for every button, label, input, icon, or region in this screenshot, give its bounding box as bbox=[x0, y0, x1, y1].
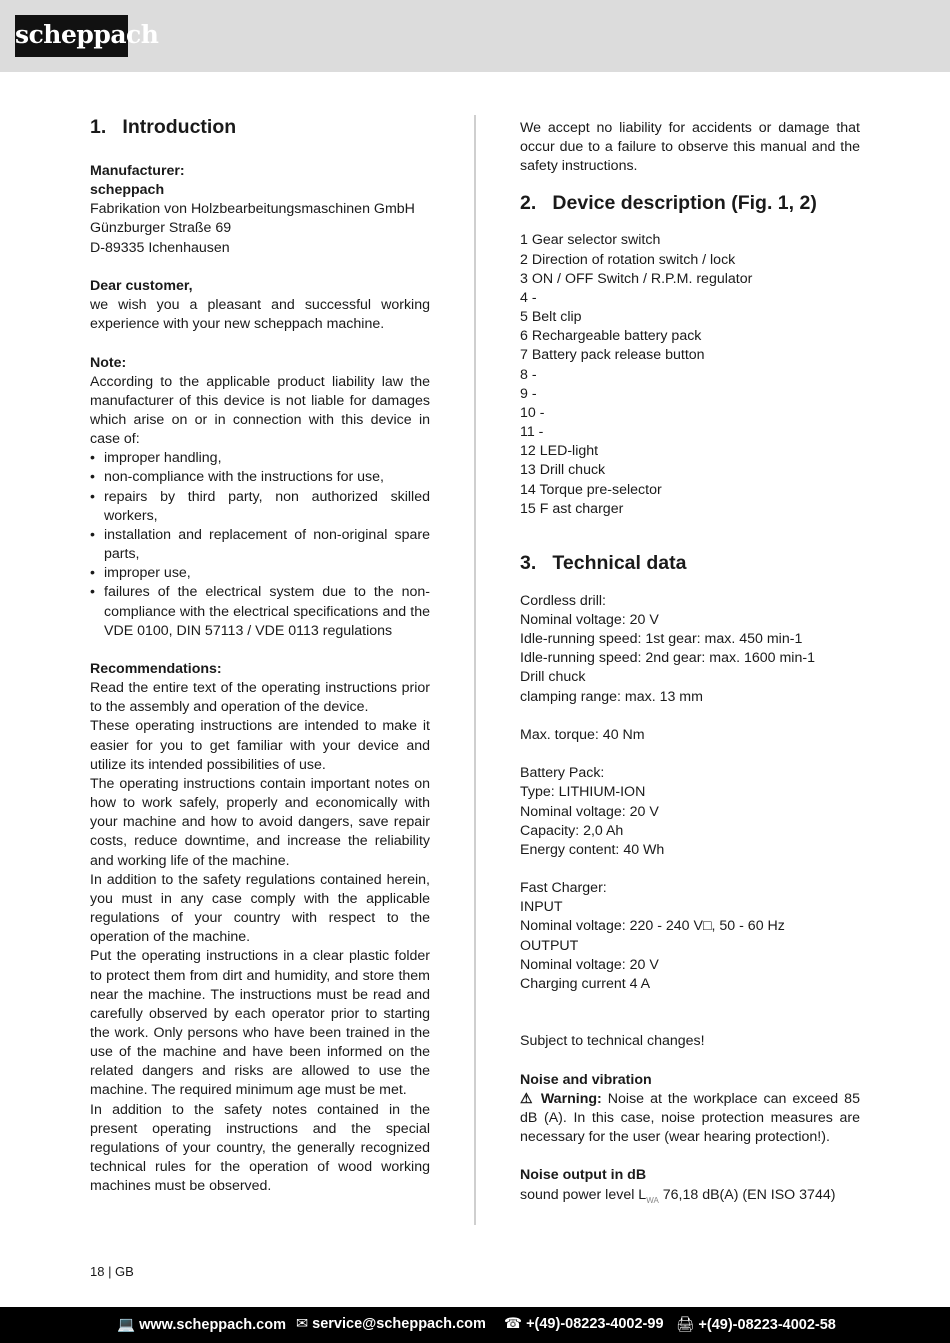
recommendation-paragraph: Put the operating instructions in a clear plastic folder to protect them from dirt and humidity, and store them near the machine. The instructions must be read and carefully observed by each operator prior to starting the work. Only persons who have been trained in the use of the machine and have been informed on the related dangers and risks are allowed to use the machine. The required minimum age must be met. bbox=[90, 948, 430, 1099]
charger-spec-line: OUTPUT bbox=[520, 937, 579, 954]
recommendation-paragraph: Read the entire text of the operating instructions prior to the assembly and operation of the device. bbox=[90, 680, 430, 716]
footer-fax-text: +(49)-08223-4002-58 bbox=[698, 1317, 836, 1333]
subject-to-change-text: Subject to technical changes! bbox=[520, 1033, 705, 1050]
list-item: 12 LED-light bbox=[520, 443, 599, 460]
noise-output-label: Noise output in dB bbox=[520, 1167, 647, 1184]
contact-footer bbox=[0, 1307, 950, 1343]
list-item: • non-compliance with the instructions for use, bbox=[90, 468, 430, 487]
battery-spec-line: Capacity: 2,0 Ah bbox=[520, 822, 624, 839]
list-item: 14 Torque pre-selector bbox=[520, 481, 662, 498]
drill-spec-line: Drill chuck bbox=[520, 669, 586, 686]
device-parts-list bbox=[520, 231, 860, 518]
sound-power-level: sound power level $L_{WA}$ 76,18 dB(A) (EN ISO 3744) bbox=[520, 1186, 836, 1205]
footer-fax bbox=[676, 1316, 836, 1333]
computer-icon: 💻 bbox=[117, 1317, 136, 1333]
battery-spec-line: Energy content: 40 Wh bbox=[520, 841, 665, 858]
list-item: 15 F ast charger bbox=[520, 500, 624, 517]
footer-email[interactable] bbox=[296, 1316, 486, 1332]
list-item: 10 - bbox=[520, 404, 545, 421]
drill-spec-line: Idle-running speed: 2nd gear: max. 1600 min-1 bbox=[520, 650, 815, 667]
list-item: 4 - bbox=[520, 289, 537, 306]
drill-spec-line: Idle-running speed: 1st gear: max. 450 min-1 bbox=[520, 631, 803, 648]
address-line: D-89335 Ichenhausen bbox=[90, 239, 230, 256]
list-item: • improper handling, bbox=[90, 449, 430, 468]
footer-website-text: www.scheppach.com bbox=[139, 1317, 286, 1333]
phone-icon: ☎ bbox=[504, 1316, 523, 1332]
charger-spec-line: Fast Charger: bbox=[520, 880, 607, 897]
list-item: 1 Gear selector switch bbox=[520, 232, 661, 249]
list-item: 2 Direction of rotation switch / lock bbox=[520, 251, 736, 268]
drill-spec-line: Nominal voltage: 20 V bbox=[520, 611, 659, 628]
recommendations-label: Recommendations: bbox=[90, 661, 222, 678]
list-item: • improper use, bbox=[90, 564, 430, 583]
list-item: • installation and replacement of non-original spare parts, bbox=[90, 526, 430, 564]
manufacturer-name: scheppach bbox=[90, 182, 165, 199]
list-item: 6 Rechargeable battery pack bbox=[520, 328, 702, 345]
scheppach-logo: scheppach bbox=[15, 15, 128, 57]
section-heading-introduction: 1. Introduction bbox=[90, 116, 237, 138]
liability-text: We accept no liability for accidents or damage that occur due to a failure to observe this manual and the safety instructions. bbox=[520, 120, 860, 175]
battery-spec-line: Nominal voltage: 20 V bbox=[520, 803, 659, 820]
section-heading-device-description: 2. Device description (Fig. 1, 2) bbox=[520, 192, 817, 215]
footer-phone-text: +(49)-08223-4002-99 bbox=[526, 1316, 664, 1332]
noise-vibration-label: Noise and vibration bbox=[520, 1071, 652, 1088]
recommendation-paragraph: In addition to the safety notes contained in the present operating instructions and the special regulations of your country, the generally recognized technical rules for the operation of wood working machines must be observed. bbox=[90, 1101, 430, 1195]
page-header bbox=[0, 0, 950, 72]
battery-spec-line: Type: LITHIUM-ION bbox=[520, 784, 646, 801]
fax-icon: 🖨 bbox=[676, 1317, 695, 1333]
warning-text: Noise at the workplace can exceed 85 dB (A). In this case, noise protection measures are necessary for the user (wear hearing protection!). bbox=[520, 1090, 860, 1146]
dear-customer-text: we wish you a pleasant and successful working experience with your new scheppach machine. bbox=[90, 297, 430, 333]
note-text: According to the applicable product liability law the manufacturer of this device is not liable for damages which arise on or in connection with this device in case of: bbox=[90, 373, 430, 448]
warning-icon: ⚠ bbox=[520, 1090, 535, 1107]
right-column bbox=[520, 119, 860, 1210]
manufacturer-label: Manufacturer: bbox=[90, 163, 185, 179]
note-bullet-list bbox=[90, 449, 430, 641]
column-divider bbox=[474, 115, 476, 1225]
recommendation-paragraph: These operating instructions are intended to make it easier for you to get familiar with your device and utilize its intended possibilities of use. bbox=[90, 718, 430, 773]
page-number: 18 | GB bbox=[90, 1264, 134, 1279]
footer-email-text: service@scheppach.com bbox=[312, 1316, 486, 1332]
list-item: 11 - bbox=[520, 424, 544, 441]
recommendation-paragraph: The operating instructions contain important notes on how to work safely, properly and economically with your machine and how to avoid dangers, save repair costs, reduce downtime, and increase the reliability and working life of the machine. bbox=[90, 775, 430, 869]
list-item: • repairs by third party, non authorized skilled workers, bbox=[90, 488, 430, 526]
charger-spec-line: Nominal voltage: 220 - 240 V□, 50 - 60 Hz bbox=[520, 918, 785, 935]
recommendation-paragraph: In addition to the safety regulations contained herein, you must in any case comply with the applicable regulations of your country with respect to the operation of the machine. bbox=[90, 871, 430, 946]
mail-icon: ✉ bbox=[296, 1316, 309, 1332]
footer-website[interactable] bbox=[117, 1316, 286, 1333]
charger-spec-line: Nominal voltage: 20 V bbox=[520, 956, 659, 973]
warning-paragraph bbox=[520, 1090, 860, 1147]
address-line: Günzburger Straße 69 bbox=[90, 220, 232, 237]
list-item: 7 Battery pack release button bbox=[520, 347, 705, 364]
list-item: 9 - bbox=[520, 385, 537, 402]
battery-spec-line: Battery Pack: bbox=[520, 765, 605, 782]
charger-spec-line: Charging current 4 A bbox=[520, 975, 651, 992]
footer-phone bbox=[504, 1316, 664, 1332]
left-column bbox=[90, 116, 430, 1196]
note-label: Note: bbox=[90, 354, 127, 371]
list-item: 5 Belt clip bbox=[520, 309, 582, 326]
section-heading-technical-data: 3. Technical data bbox=[520, 551, 687, 574]
drill-spec-line: clamping range: max. 13 mm bbox=[520, 688, 703, 705]
charger-spec-line: INPUT bbox=[520, 899, 563, 916]
list-item: • failures of the electrical system due to the non-compliance with the electrical specifications and the VDE 0100, DIN 57113 / VDE 0113 regulations bbox=[90, 583, 430, 640]
list-item: 8 - bbox=[520, 366, 537, 383]
torque-spec-line: Max. torque: 40 Nm bbox=[520, 726, 645, 743]
list-item: 13 Drill chuck bbox=[520, 462, 606, 479]
list-item: 3 ON / OFF Switch / R.P.M. regulator bbox=[520, 270, 753, 287]
drill-spec-line: Cordless drill: bbox=[520, 592, 606, 609]
address-line: Fabrikation von Holzbearbeitungsmaschinen GmbH bbox=[90, 201, 415, 218]
warning-label: Warning: bbox=[540, 1090, 602, 1107]
dear-customer-label: Dear customer, bbox=[90, 277, 193, 294]
